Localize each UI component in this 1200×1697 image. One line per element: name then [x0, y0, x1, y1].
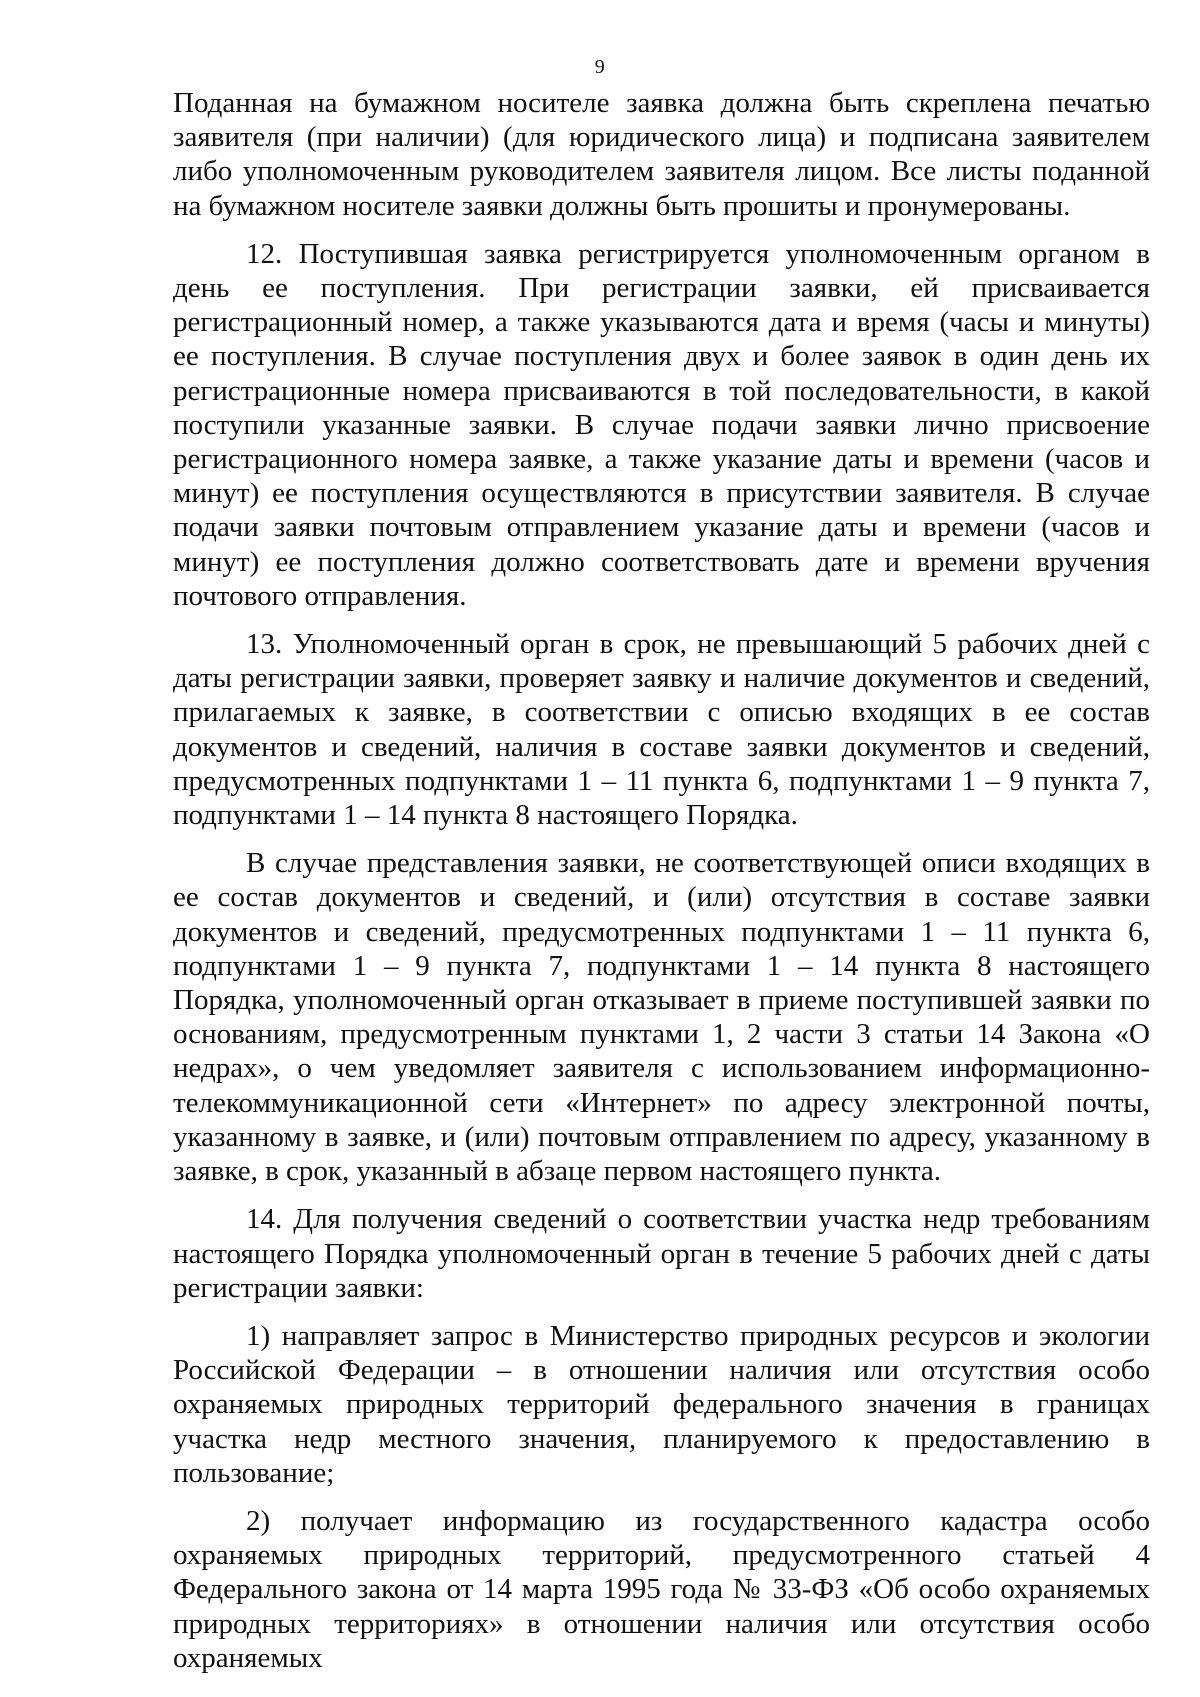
document-body — [173, 86, 1150, 1675]
paragraph-item-14: 14. Для получения сведений о соответствии участка недр требованиям настоящего Порядка уполномоченный орган в течение 5 рабочих дней с даты регистрации заявки: — [173, 1203, 1150, 1304]
paragraph-item-14-subitem-1: 1) направляет запрос в Министерство природных ресурсов и экологии Российской Федерации – в отношении наличия или отсутствия особо охраняемых природных территорий федерального значения в границах участка недр местного значения, планируемого к предоставлению в пользование; — [173, 1319, 1150, 1489]
paragraph-continuation: Поданная на бумажном носителе заявка должна быть скреплена печатью заявителя (при наличии) (для юридического лица) и подписана заявителем либо уполномоченным руководителем заявителя лицом. Все листы поданной на бумажном носителе заявки должны быть прошиты и пронумерованы. — [173, 87, 1150, 222]
paragraph-item-14-subitem-2: 2) получает информацию из государственного кадастра особо охраняемых природных территорий, предусмотренного статьей 4 Федерального закона от 14 марта 1995 года № 33-ФЗ «Об особо охраняемых природных территориях» в отношении наличия или отсутствия особо охраняемых — [173, 1504, 1150, 1674]
paragraph-item-13: 13. Уполномоченный орган в срок, не превышающий 5 рабочих дней с даты регистрации заявки, проверяет заявку и наличие документов и сведений, прилагаемых к заявке, в соответствии с описью входящих в ее состав документов и сведений, наличия в составе заявки документов и сведений, предусмотренных подпунктами 1 – 11 пункта 6, подпунктами 1 – 9 пункта 7, подпунктами 1 – 14 пункта 8 настоящего Порядка. — [173, 628, 1150, 832]
paragraph-item-12: 12. Поступившая заявка регистрируется уполномоченным органом в день ее поступления. При регистрации заявки, ей присваивается регистрационный номер, а также указываются дата и время (часы и минуты) ее поступления. В случае поступления двух и более заявок в один день их регистрационные номера присваиваются в той последовательности, в какой поступили указанные заявки. В случае подачи заявки лично присвоение регистрационного номера заявке, а также указание даты и времени (часов и минут) ее поступления осуществляются в присутствии заявителя. В случае подачи заявки почтовым отправлением указание даты и времени (часов и минут) ее поступления должно соответствовать дате и времени вручения почтового отправления. — [173, 237, 1150, 612]
paragraph-item-13-refusal: В случае представления заявки, не соответствующей описи входящих в ее состав документов и сведений, и (или) отсутствия в составе заявки документов и сведений, предусмотренных подпунктами 1 – 11 пункта 6, подпунктами 1 – 9 пункта 7, подпунктами 1 – 14 пункта 8 настоящего Порядка, уполномоченный орган отказывает в приеме поступившей заявки по основаниям, предусмотренным пунктами 1, 2 части 3 статьи 14 Закона «О недрах», о чем уведомляет заявителя с использованием информационно-телекоммуникационной сети «Интернет» по адресу электронной почты, указанному в заявке, и (или) почтовым отправлением по адресу, указанному в заявке, в срок, указанный в абзаце первом настоящего пункта. — [173, 847, 1150, 1188]
page-number: 9 — [594, 56, 606, 78]
